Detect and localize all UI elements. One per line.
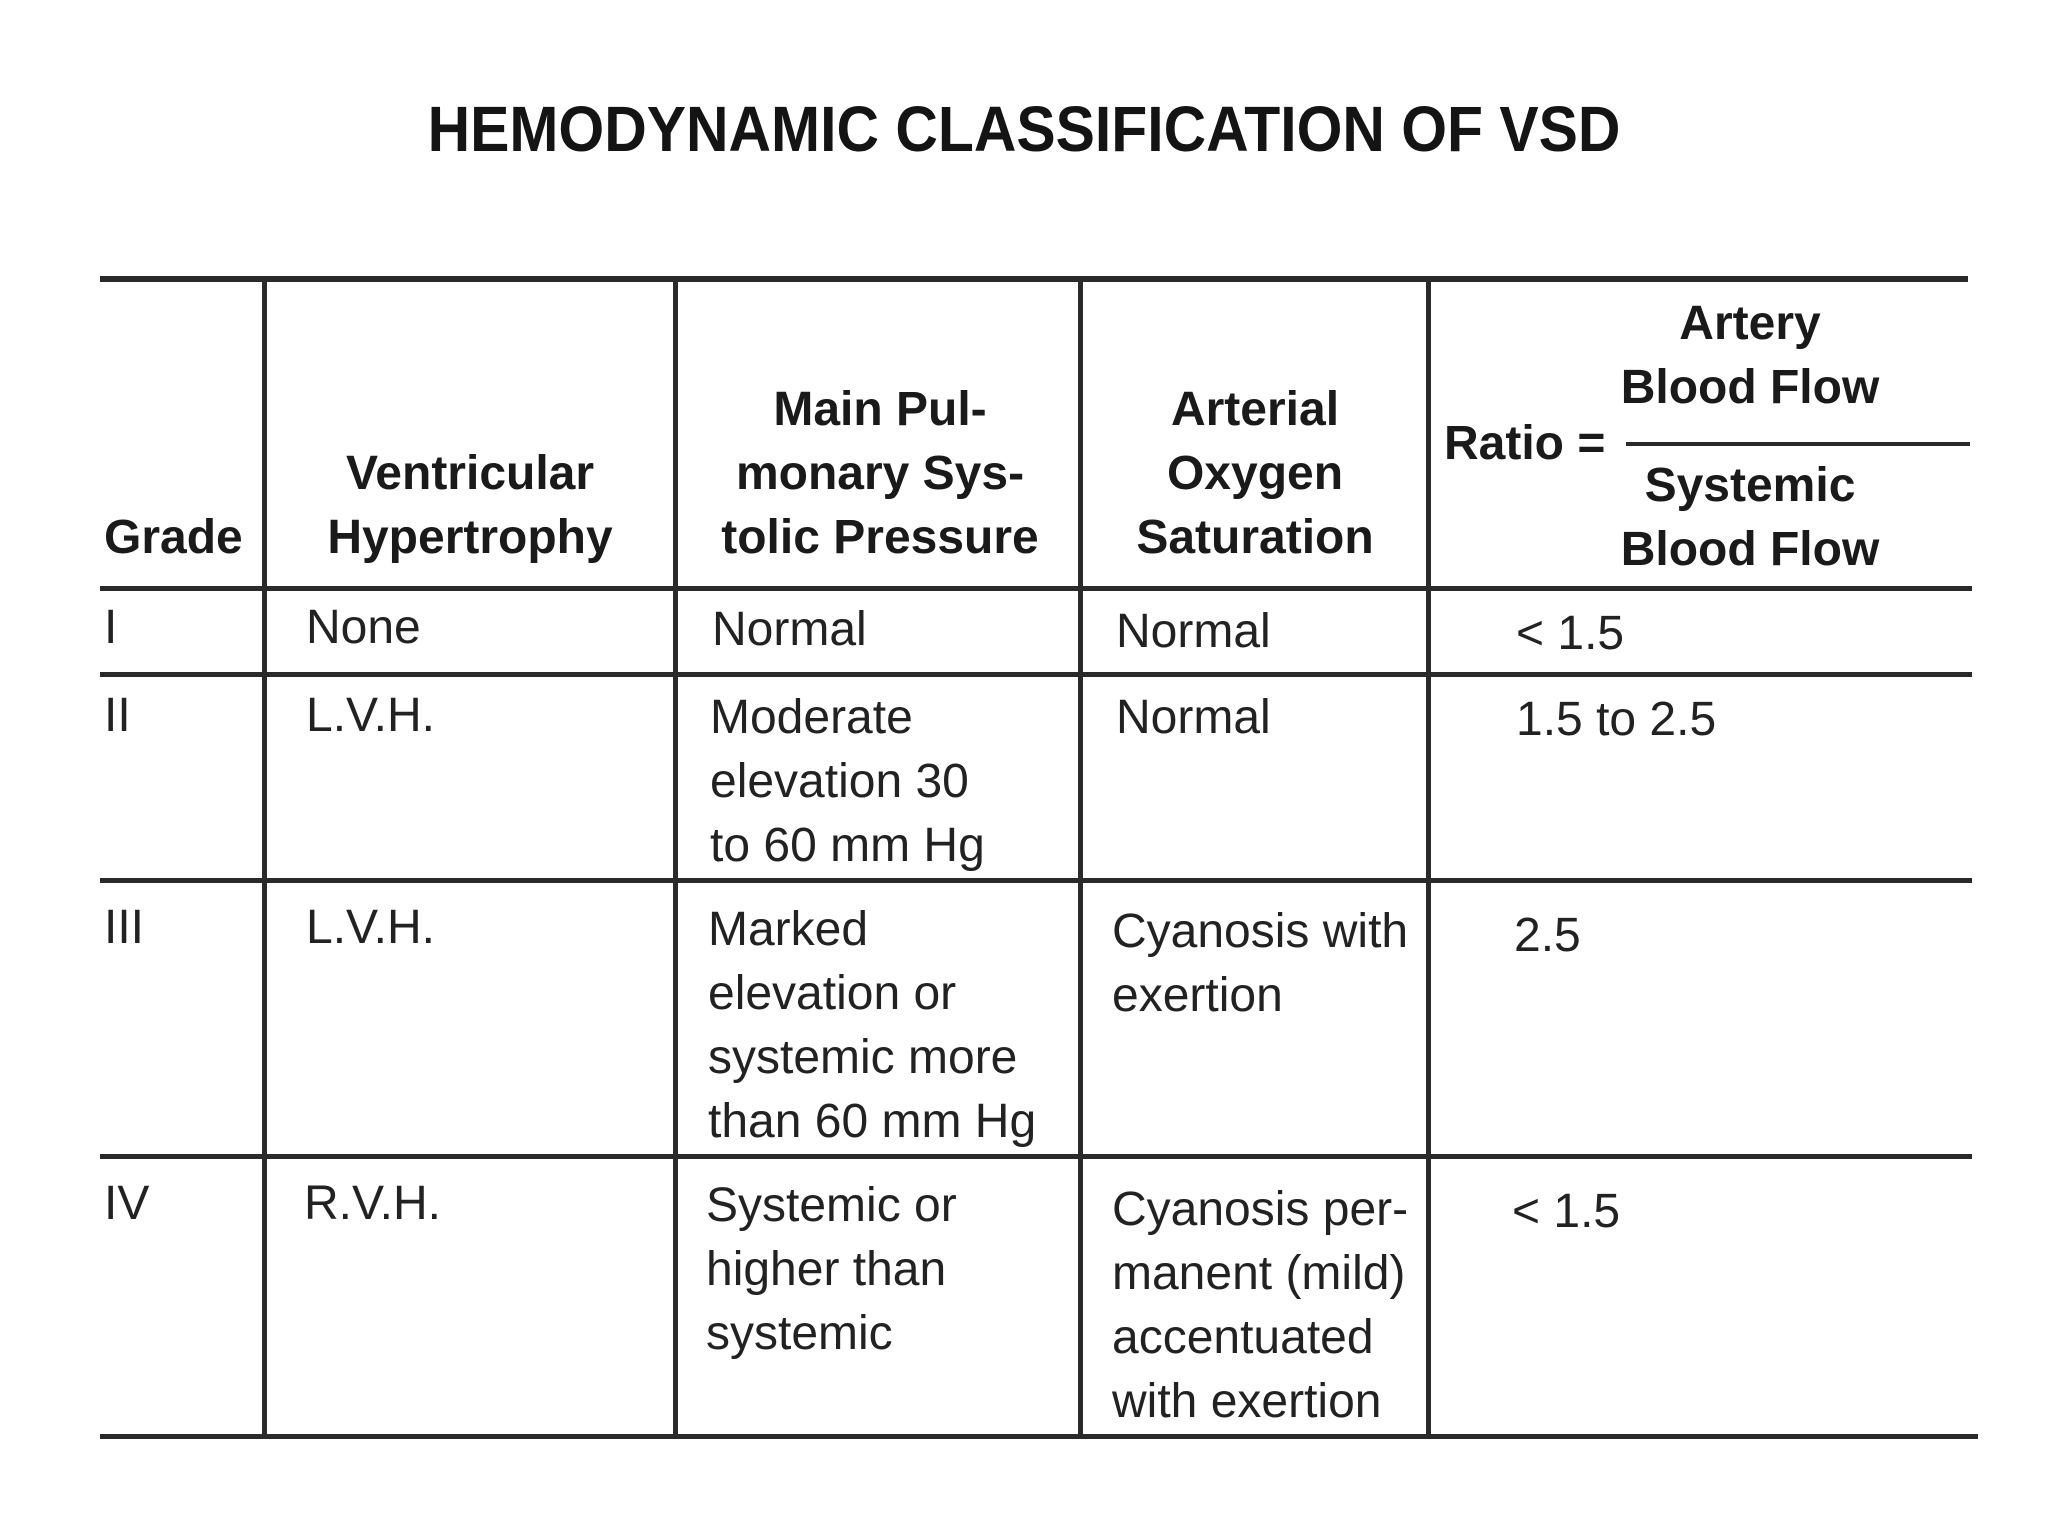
table-row-3-grade: III	[104, 901, 145, 954]
table-bottom-rule	[100, 1434, 1978, 1439]
header-pulmonary-pressure: Main Pul- monary Sys- tolic Pressure	[721, 383, 1039, 564]
table-row-4-oxygen: Cyanosis per- manent (mild) accentuated with exertion	[1112, 1183, 1409, 1428]
table-row-1-pressure: Normal	[712, 603, 867, 656]
table-row-2-ratio: 1.5 to 2.5	[1516, 693, 1717, 746]
column-divider-1	[262, 278, 267, 1436]
header-bottom-rule	[100, 586, 1972, 591]
table-row-1-grade: I	[104, 601, 118, 654]
page-title: HEMODYNAMIC CLASSIFICATION OF VSD	[427, 93, 1621, 165]
table-row-4-grade: IV	[104, 1177, 150, 1230]
row-rule-3	[100, 1154, 1972, 1159]
column-divider-2	[673, 278, 678, 1436]
row-rule-1	[100, 672, 1972, 677]
table-row-2-grade: II	[104, 689, 131, 742]
table-row-3-pressure: Marked elevation or systemic more than 60 mm Hg	[708, 903, 1037, 1148]
header-ratio-numerator: Artery Blood Flow	[1620, 297, 1880, 414]
table-row-4-ventricular: R.V.H.	[304, 1177, 441, 1230]
table-row-1-oxygen: Normal	[1116, 605, 1271, 658]
table-row-3-ratio: 2.5	[1514, 909, 1581, 962]
header-ventricular-hypertrophy: Ventricular Hypertrophy	[327, 447, 613, 564]
table-row-3-oxygen: Cyanosis with exertion	[1112, 905, 1409, 1022]
column-divider-4	[1426, 278, 1431, 1436]
header-ratio-label: Ratio =	[1444, 417, 1606, 470]
table-row-1-ventricular: None	[306, 601, 421, 654]
ratio-fraction-bar	[1626, 442, 1970, 446]
table-row-2-pressure: Moderate elevation 30 to 60 mm Hg	[710, 691, 985, 872]
table-row-4-ratio: < 1.5	[1512, 1185, 1621, 1238]
table-row-1-ratio: < 1.5	[1516, 607, 1625, 660]
header-grade: Grade	[104, 511, 243, 564]
header-ratio-denominator: Systemic Blood Flow	[1620, 459, 1880, 576]
table-row-2-oxygen: Normal	[1116, 691, 1271, 744]
table-row-2-ventricular: L.V.H.	[306, 689, 435, 742]
table-row-4-pressure: Systemic or higher than systemic	[706, 1179, 957, 1360]
row-rule-2	[100, 878, 1972, 883]
table-top-rule	[100, 276, 1968, 282]
column-divider-3	[1078, 278, 1083, 1436]
header-oxygen-saturation: Arterial Oxygen Saturation	[1136, 383, 1374, 564]
table-row-3-ventricular: L.V.H.	[306, 901, 435, 954]
